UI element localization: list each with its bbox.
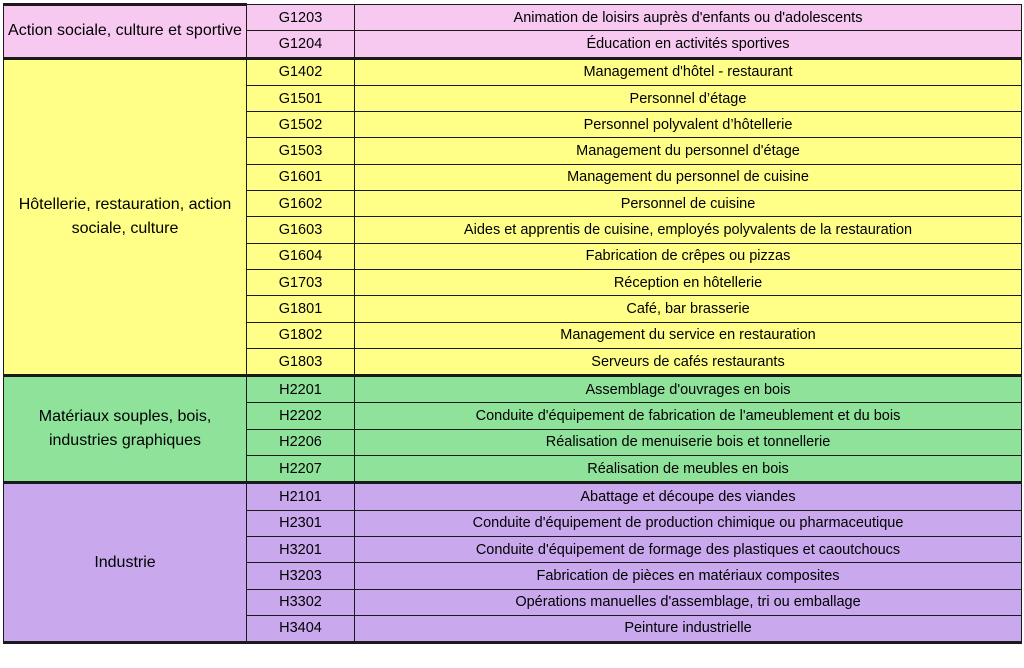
job-label-cell: Serveurs de cafés restaurants bbox=[355, 348, 1022, 375]
job-label-cell: Conduite d'équipement de formage des plastiques et caoutchoucs bbox=[355, 536, 1022, 562]
job-code-cell: G1601 bbox=[247, 164, 355, 190]
job-label-cell: Personnel de cuisine bbox=[355, 191, 1022, 217]
jobs-table bbox=[3, 3, 1022, 644]
job-code-cell: G1502 bbox=[247, 112, 355, 138]
job-code-cell: G1402 bbox=[247, 58, 355, 85]
job-code-cell: H2101 bbox=[247, 483, 355, 510]
job-code-cell: G1703 bbox=[247, 269, 355, 295]
job-label-cell: Peinture industrielle bbox=[355, 615, 1022, 642]
sector-cell: Action sociale, culture et sportive bbox=[4, 5, 247, 59]
jobs-table-body bbox=[4, 5, 1022, 643]
job-label-cell: Management du personnel d'étage bbox=[355, 138, 1022, 164]
table-row bbox=[4, 376, 1022, 403]
job-code-cell: H2301 bbox=[247, 510, 355, 536]
job-code-cell: G1602 bbox=[247, 191, 355, 217]
job-label-cell: Fabrication de pièces en matériaux composites bbox=[355, 563, 1022, 589]
job-code-cell: H3203 bbox=[247, 563, 355, 589]
job-label-cell: Aides et apprentis de cuisine, employés polyvalents de la restauration bbox=[355, 217, 1022, 243]
job-label-cell: Fabrication de crêpes ou pizzas bbox=[355, 243, 1022, 269]
job-label-cell: Management d'hôtel - restaurant bbox=[355, 58, 1022, 85]
job-code-cell: G1801 bbox=[247, 296, 355, 322]
job-code-cell: G1603 bbox=[247, 217, 355, 243]
job-code-cell: G1802 bbox=[247, 322, 355, 348]
job-label-cell: Assemblage d'ouvrages en bois bbox=[355, 376, 1022, 403]
job-code-cell: G1501 bbox=[247, 85, 355, 111]
job-label-cell: Animation de loisirs auprès d'enfants ou d'adolescents bbox=[355, 5, 1022, 31]
job-label-cell: Réalisation de menuiserie bois et tonnellerie bbox=[355, 429, 1022, 455]
job-code-cell: H3404 bbox=[247, 615, 355, 642]
job-code-cell: G1204 bbox=[247, 31, 355, 58]
job-label-cell: Personnel d’étage bbox=[355, 85, 1022, 111]
sector-cell: Hôtellerie, restauration, action sociale, culture bbox=[4, 58, 247, 376]
job-code-cell: H3302 bbox=[247, 589, 355, 615]
sector-cell: Matériaux souples, bois, industries graphiques bbox=[4, 376, 247, 483]
job-label-cell: Réception en hôtellerie bbox=[355, 269, 1022, 295]
table-row bbox=[4, 5, 1022, 31]
job-code-cell: H3201 bbox=[247, 536, 355, 562]
job-label-cell: Abattage et découpe des viandes bbox=[355, 483, 1022, 510]
job-code-cell: H2206 bbox=[247, 429, 355, 455]
job-code-cell: H2201 bbox=[247, 376, 355, 403]
job-code-cell: G1503 bbox=[247, 138, 355, 164]
job-code-cell: G1203 bbox=[247, 5, 355, 31]
job-code-cell: H2207 bbox=[247, 456, 355, 483]
job-label-cell: Management du service en restauration bbox=[355, 322, 1022, 348]
job-label-cell: Café, bar brasserie bbox=[355, 296, 1022, 322]
job-label-cell: Conduite d'équipement de production chimique ou pharmaceutique bbox=[355, 510, 1022, 536]
job-label-cell: Éducation en activités sportives bbox=[355, 31, 1022, 58]
job-code-cell: G1803 bbox=[247, 348, 355, 375]
job-code-cell: G1604 bbox=[247, 243, 355, 269]
job-code-cell: H2202 bbox=[247, 403, 355, 429]
table-row bbox=[4, 58, 1022, 85]
job-label-cell: Personnel polyvalent d’hôtellerie bbox=[355, 112, 1022, 138]
job-label-cell: Conduite d'équipement de fabrication de l'ameublement et du bois bbox=[355, 403, 1022, 429]
job-label-cell: Opérations manuelles d'assemblage, tri ou emballage bbox=[355, 589, 1022, 615]
job-label-cell: Management du personnel de cuisine bbox=[355, 164, 1022, 190]
job-label-cell: Réalisation de meubles en bois bbox=[355, 456, 1022, 483]
sector-cell: Industrie bbox=[4, 483, 247, 643]
table-row bbox=[4, 483, 1022, 510]
